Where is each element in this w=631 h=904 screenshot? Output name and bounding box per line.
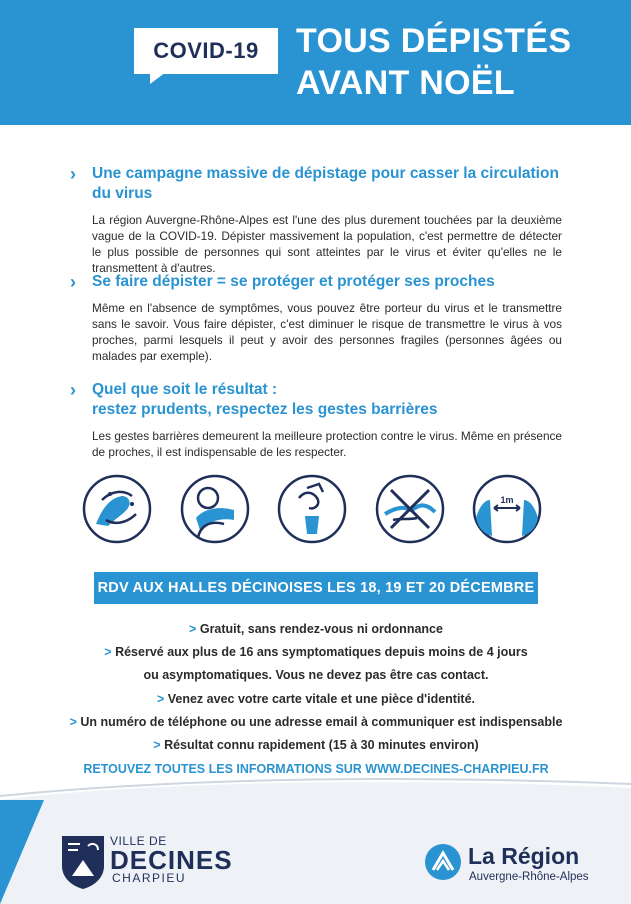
distance-1m-icon: [472, 474, 542, 544]
list-item: > Réservé aux plus de 16 ans symptomatiques depuis moins de 4 jours: [104, 645, 528, 660]
chevron-right-icon: ›: [70, 272, 76, 292]
decines-line-3: CHARPIEU: [112, 871, 187, 885]
section-body: Les gestes barrières demeurent la meilleure protection contre le virus. Même en présence de proches, il est indispensable de les respecter.: [92, 429, 562, 459]
chevron-right-icon: ›: [70, 164, 76, 184]
decines-line-2: DECINES: [110, 845, 233, 875]
list-item-continued: ou asymptomatiques. Vous ne devez pas être cas contact.: [143, 668, 489, 683]
section-barrier-gestures: [70, 380, 562, 460]
section-body: Même en l'absence de symptômes, vous pouvez être porteur du virus et le transmettre sans le savoir. Vous faire dépister, c'est diminuer le risque de transmettre le virus à vos proches, parmi lesquels il peut y avoir des personnes fragiles (personnes âgées ou malades par exemple).: [92, 301, 562, 363]
rdv-banner: RDV AUX HALLES DÉCINOISES LES 18, 19 ET 20 DÉCEMBRE: [94, 572, 538, 604]
title-line-2: AVANT NOËL: [296, 64, 515, 102]
arrow-icon: >: [69, 714, 77, 729]
section-heading: › Une campagne massive de dépistage pour casser la circulation du virus: [70, 164, 559, 202]
section-body: La région Auvergne-Rhône-Alpes est l'une des plus durement touchées par la deuxième vague de la COVID-19. Dépister massivement la population, c'est permettre de détecter le plus possible de personnes qui sont atteintes par le virus et éviter qu'elles ne le transmettent à d'autres.: [92, 213, 562, 275]
distance-label: 1m: [500, 495, 514, 505]
arrow-icon: >: [104, 645, 112, 660]
section-heading: › Se faire dépister = se protéger et protéger ses proches: [70, 272, 495, 292]
section-heading: › Quel que soit le résultat : restez prudents, respectez les gestes barrières: [70, 380, 438, 418]
region-name: La Région: [468, 843, 580, 869]
tissue-icon: [277, 474, 347, 544]
badge-tail: [150, 72, 166, 84]
region-subtitle: Auvergne-Rhône-Alpes: [469, 871, 589, 883]
section-campaign: [70, 164, 562, 276]
website-link[interactable]: RETOUVEZ TOUTES LES INFORMATIONS SUR WWW.DECINES-CHARPIEU.FR: [83, 762, 549, 776]
page-title: [296, 20, 571, 104]
section-protect: [70, 272, 562, 364]
arrow-icon: >: [153, 738, 161, 753]
barrier-gestures-pictos: [82, 474, 542, 546]
title-line-1: TOUS DÉPISTÉS: [296, 22, 572, 60]
arrow-icon: >: [189, 622, 197, 636]
hand-washing-icon: [82, 474, 152, 544]
list-item: > Venez avec votre carte vitale et une pièce d'identité.: [156, 691, 476, 706]
list-item: > Gratuit, sans rendez-vous ni ordonnance: [189, 622, 443, 636]
list-item: > Un numéro de téléphone ou une adresse email à communiquer est indispensable: [69, 714, 563, 729]
list-item: > Résultat connu rapidement (15 à 30 minutes environ): [153, 738, 479, 753]
arrow-icon: >: [156, 691, 165, 706]
chevron-right-icon: ›: [70, 380, 76, 400]
no-handshake-icon: [375, 474, 445, 544]
cough-in-elbow-icon: [180, 474, 250, 544]
covid-badge: COVID-19: [134, 28, 278, 74]
info-list: [60, 618, 572, 757]
decines-line-1: VILLE DE: [110, 834, 167, 848]
region-logo-icon: [424, 843, 462, 881]
